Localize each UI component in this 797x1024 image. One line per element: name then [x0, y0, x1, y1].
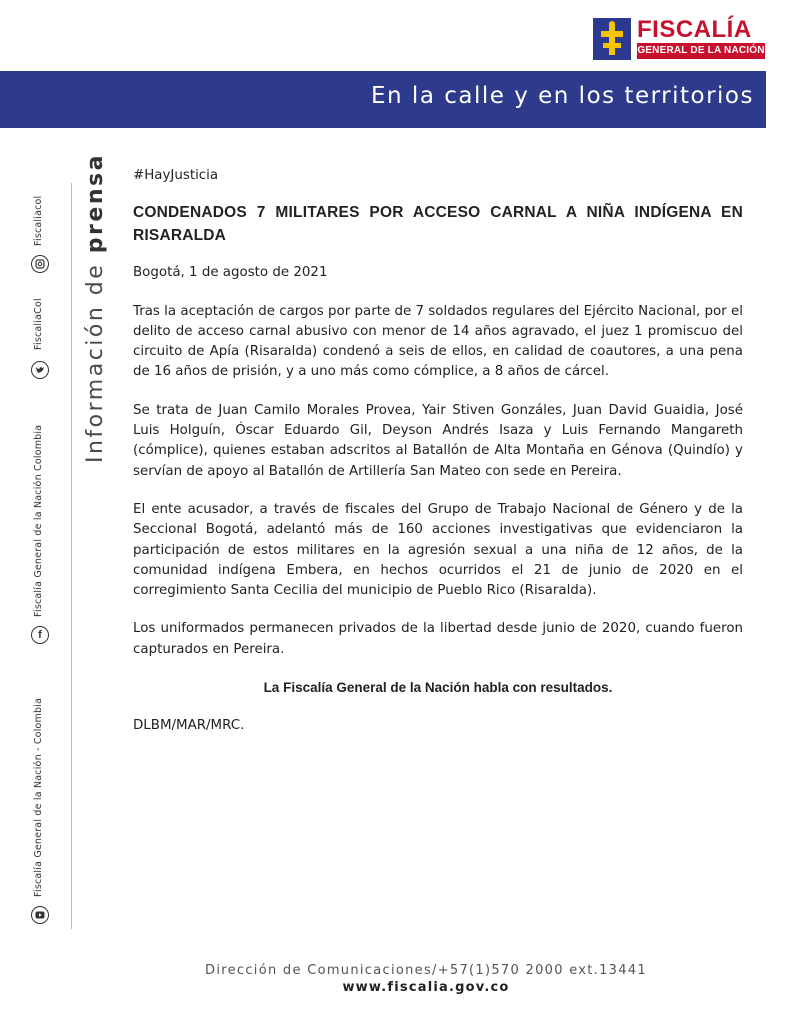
sidebar-divider	[71, 183, 72, 929]
footer-contact: Dirección de Comunicaciones/+57(1)570 2000 ext.13441	[205, 963, 647, 978]
logo-title: FISCALÍA	[637, 16, 752, 43]
author-initials: DLBM/MAR/MRC.	[133, 718, 245, 734]
fiscalia-logo	[593, 18, 768, 64]
banner-slogan: En la calle y en los territorios	[371, 83, 754, 109]
dateline: Bogotá, 1 de agosto de 2021	[133, 265, 328, 281]
instagram-icon[interactable]	[31, 255, 49, 273]
footer	[0, 963, 797, 995]
press-label-bold: prensa	[83, 153, 108, 254]
header-banner	[0, 71, 766, 128]
instagram-handle[interactable]: Fiscaliacol	[33, 195, 44, 246]
paragraph: Se trata de Juan Camilo Morales Provea, Yair Stiven Gonzáles, Juan David Guaidia, José Luis Holguín, Óscar Eduardo Gil, Deyson Andrés Isaza y Luis Fernando Mangareth (cómplice), quienes estaban adscritos al Batallón de Alta Montaña en Génova (Quindío) y servían de apoyo al Batallón de Artillería San Mateo con sede en Pereira.	[133, 402, 743, 479]
paragraph: Los uniformados permanecen privados de la libertad desde junio de 2020, cuando fueron capturados en Pereira.	[133, 621, 743, 657]
headline: CONDENADOS 7 MILITARES POR ACCESO CARNAL A NIÑA INDÍGENA EN RISARALDA	[133, 204, 743, 245]
twitter-handle[interactable]: FiscaliaCol	[33, 298, 44, 350]
logo-emblem-icon	[593, 18, 631, 60]
logo-subtitle: GENERAL DE LA NACIÓN	[637, 43, 765, 59]
youtube-icon[interactable]	[31, 906, 49, 924]
facebook-icon[interactable]: f	[31, 626, 49, 644]
footer-website-link[interactable]: www.fiscalia.gov.co	[342, 980, 510, 995]
twitter-icon[interactable]	[31, 361, 49, 379]
paragraph: Tras la aceptación de cargos por parte de 7 soldados regulares del Ejército Nacional, por el delito de acceso carnal abusivo con menor de 14 años agravado, el juez 1 promiscuo del circuito de Apía (Risaralda) condenó a seis de ellos, en calidad de coautores, a una pena de 16 años de prisión, y a uno más como cómplice, a 8 años de cárcel.	[133, 303, 743, 380]
hashtag: #HayJusticia	[133, 168, 219, 183]
press-info-label	[83, 153, 108, 463]
press-release-body	[133, 166, 743, 737]
facebook-handle[interactable]: Fiscalía General de la Nación Colombia	[33, 424, 44, 617]
paragraph: El ente acusador, a través de fiscales del Grupo de Trabajo Nacional de Género y de la Seccional Bogotá, adelantó más de 160 acciones investigativas que evidenciaron la participación de estos militares en la agresión sexual a una niña de 12 años, de la comunidad indígena Embera, en hechos ocurridos el 21 de junio de 2020 en el corregimiento Santa Cecilia del municipio de Pueblo Rico (Risaralda).	[133, 501, 743, 599]
closing-statement: La Fiscalía General de la Nación habla con resultados.	[263, 680, 613, 696]
press-label-light: Información de	[83, 253, 108, 463]
youtube-handle[interactable]: Fiscalía General de la Nación - Colombia	[33, 697, 44, 897]
